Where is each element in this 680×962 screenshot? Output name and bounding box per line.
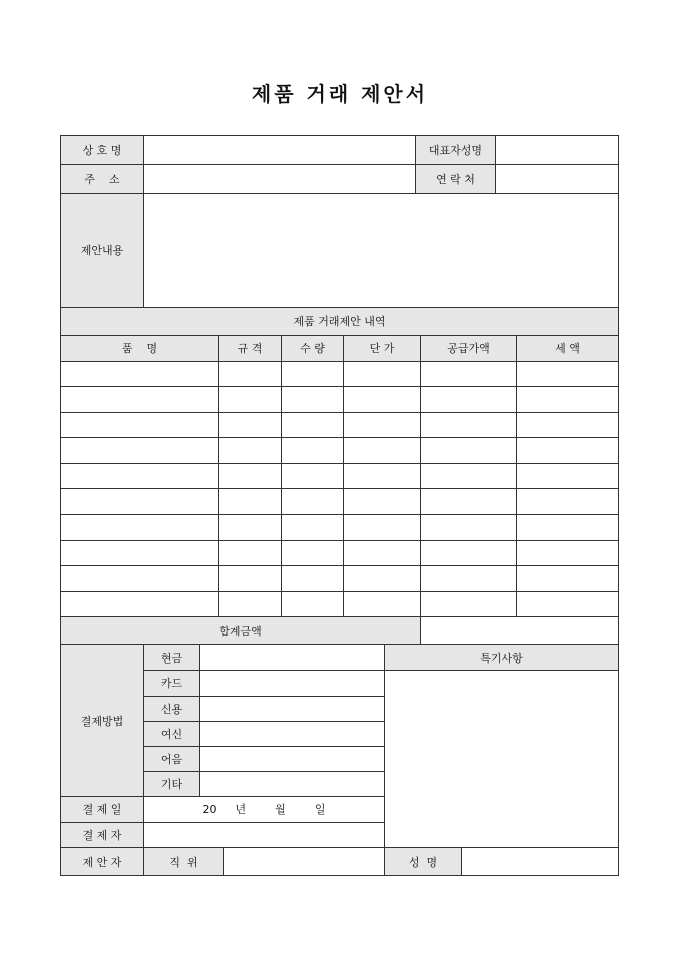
column-header-spec: 규 격 <box>219 335 282 361</box>
detail-cell-spec[interactable] <box>219 412 282 438</box>
total-amount-label: 합계금액 <box>61 617 421 645</box>
payment-method-other: 기타 <box>144 771 200 796</box>
representative-name-field[interactable] <box>496 136 619 165</box>
detail-row <box>61 412 619 438</box>
detail-cell-supply-value[interactable] <box>421 463 517 489</box>
detail-cell-tax[interactable] <box>517 438 619 464</box>
special-notes-field[interactable] <box>385 670 619 847</box>
payment-card-field[interactable] <box>200 670 385 696</box>
detail-row <box>61 387 619 413</box>
payment-table <box>60 645 619 848</box>
detail-cell-unit-price[interactable] <box>344 489 421 515</box>
detail-cell-unit-price[interactable] <box>344 412 421 438</box>
detail-cell-supply-value[interactable] <box>421 361 517 387</box>
proposer-label: 제 안 자 <box>61 848 144 876</box>
detail-cell-item[interactable] <box>61 489 219 515</box>
payment-method-credit: 신용 <box>144 696 200 721</box>
detail-cell-quantity[interactable] <box>282 412 344 438</box>
contact-label: 연 락 처 <box>416 165 496 193</box>
details-table <box>60 308 619 645</box>
detail-cell-spec[interactable] <box>219 515 282 541</box>
detail-row <box>61 591 619 617</box>
payment-method-card: 카드 <box>144 670 200 696</box>
detail-row <box>61 489 619 515</box>
detail-cell-item[interactable] <box>61 387 219 413</box>
detail-cell-spec[interactable] <box>219 566 282 592</box>
detail-cell-tax[interactable] <box>517 361 619 387</box>
payment-method-bill: 어음 <box>144 746 200 771</box>
payment-cash-field[interactable] <box>200 645 385 670</box>
payment-other-field[interactable] <box>200 771 385 796</box>
detail-cell-item[interactable] <box>61 463 219 489</box>
document-title: 제품 거래 제안서 <box>251 82 429 106</box>
detail-cell-unit-price[interactable] <box>344 540 421 566</box>
representative-name-label: 대표자성명 <box>416 136 496 165</box>
detail-cell-quantity[interactable] <box>282 540 344 566</box>
detail-cell-item[interactable] <box>61 540 219 566</box>
date-month-label: 월 <box>275 803 286 817</box>
detail-cell-supply-value[interactable] <box>421 489 517 515</box>
column-header-tax: 세 액 <box>517 335 619 361</box>
detail-cell-quantity[interactable] <box>282 361 344 387</box>
payment-credit-field[interactable] <box>200 696 385 721</box>
detail-cell-quantity[interactable] <box>282 515 344 541</box>
detail-row <box>61 463 619 489</box>
column-header-quantity: 수 량 <box>282 335 344 361</box>
payment-date-label: 결 제 일 <box>61 796 144 822</box>
detail-cell-unit-price[interactable] <box>344 515 421 541</box>
detail-cell-item[interactable] <box>61 515 219 541</box>
detail-cell-tax[interactable] <box>517 412 619 438</box>
detail-cell-item[interactable] <box>61 412 219 438</box>
detail-cell-quantity[interactable] <box>282 566 344 592</box>
detail-cell-tax[interactable] <box>517 540 619 566</box>
detail-cell-tax[interactable] <box>517 387 619 413</box>
payer-field[interactable] <box>144 822 385 847</box>
detail-cell-supply-value[interactable] <box>421 412 517 438</box>
address-field[interactable] <box>144 165 416 193</box>
detail-cell-tax[interactable] <box>517 463 619 489</box>
payment-method-cash: 현금 <box>144 645 200 670</box>
proposer-name-label: 성 명 <box>385 848 462 876</box>
proposer-table <box>60 848 619 877</box>
detail-row <box>61 361 619 387</box>
detail-row <box>61 566 619 592</box>
date-year-prefix: 20 <box>202 803 217 817</box>
detail-cell-tax[interactable] <box>517 566 619 592</box>
detail-cell-supply-value[interactable] <box>421 540 517 566</box>
detail-cell-quantity[interactable] <box>282 591 344 617</box>
payment-date-field[interactable] <box>144 796 385 822</box>
address-table <box>60 165 619 194</box>
payment-method-loan: 여신 <box>144 721 200 746</box>
detail-cell-spec[interactable] <box>219 463 282 489</box>
detail-cell-quantity[interactable] <box>282 463 344 489</box>
detail-cell-unit-price[interactable] <box>344 387 421 413</box>
detail-cell-tax[interactable] <box>517 515 619 541</box>
detail-cell-spec[interactable] <box>219 489 282 515</box>
detail-cell-supply-value[interactable] <box>421 515 517 541</box>
detail-cell-item[interactable] <box>61 591 219 617</box>
detail-cell-tax[interactable] <box>517 591 619 617</box>
address-label: 주 소 <box>61 165 144 193</box>
detail-cell-unit-price[interactable] <box>344 591 421 617</box>
detail-cell-supply-value[interactable] <box>421 566 517 592</box>
detail-rows <box>61 361 619 617</box>
contact-field[interactable] <box>496 165 619 193</box>
detail-cell-supply-value[interactable] <box>421 387 517 413</box>
date-day-label: 일 <box>314 803 326 817</box>
proposal-form <box>60 135 618 876</box>
company-name-label: 상 호 명 <box>61 136 144 165</box>
payer-label: 결 제 자 <box>61 822 144 847</box>
detail-cell-supply-value[interactable] <box>421 438 517 464</box>
detail-cell-tax[interactable] <box>517 489 619 515</box>
details-header-row <box>61 335 619 361</box>
proposal-content-label: 제안내용 <box>61 194 144 308</box>
detail-cell-quantity[interactable] <box>282 489 344 515</box>
detail-cell-item[interactable] <box>61 566 219 592</box>
proposer-position-field[interactable] <box>224 848 385 876</box>
detail-cell-spec[interactable] <box>219 387 282 413</box>
payment-loan-field[interactable] <box>200 721 385 746</box>
detail-cell-unit-price[interactable] <box>344 566 421 592</box>
detail-cell-item[interactable] <box>61 438 219 464</box>
payment-bill-field[interactable] <box>200 746 385 771</box>
header-table <box>60 135 619 165</box>
column-header-item: 품 명 <box>61 335 219 361</box>
detail-cell-supply-value[interactable] <box>421 591 517 617</box>
detail-row <box>61 438 619 464</box>
special-notes-label: 특기사항 <box>385 645 619 670</box>
column-header-supply-value: 공급가액 <box>421 335 517 361</box>
details-section-title: 제품 거래제안 내역 <box>61 308 619 335</box>
proposer-name-field[interactable] <box>462 848 619 876</box>
detail-cell-unit-price[interactable] <box>344 463 421 489</box>
detail-cell-spec[interactable] <box>219 540 282 566</box>
column-header-unit-price: 단 가 <box>344 335 421 361</box>
proposal-content-table <box>60 194 619 309</box>
date-year-label: 년 <box>235 803 247 817</box>
proposal-content-field[interactable] <box>144 194 619 308</box>
detail-cell-quantity[interactable] <box>282 387 344 413</box>
detail-cell-spec[interactable] <box>219 591 282 617</box>
total-amount-field[interactable] <box>421 617 619 645</box>
detail-cell-spec[interactable] <box>219 438 282 464</box>
proposer-position-label: 직 위 <box>144 848 224 876</box>
detail-row <box>61 540 619 566</box>
detail-cell-unit-price[interactable] <box>344 438 421 464</box>
payment-method-label: 결제방법 <box>61 645 144 796</box>
company-name-field[interactable] <box>144 136 416 165</box>
detail-cell-spec[interactable] <box>219 361 282 387</box>
detail-cell-unit-price[interactable] <box>344 361 421 387</box>
detail-row <box>61 515 619 541</box>
detail-cell-quantity[interactable] <box>282 438 344 464</box>
detail-cell-item[interactable] <box>61 361 219 387</box>
